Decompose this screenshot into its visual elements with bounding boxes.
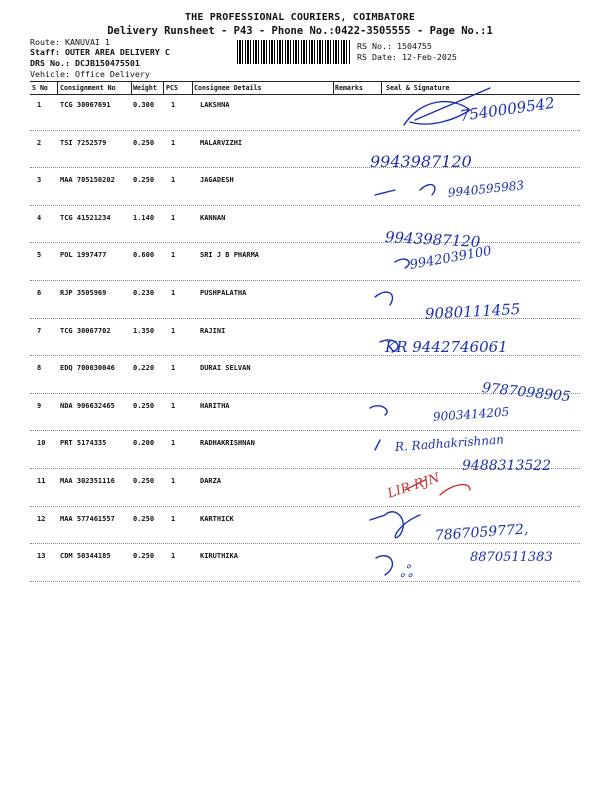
signature-text: R. Radhakrishnan <box>394 432 505 454</box>
row-weight: 0.250 <box>133 552 155 561</box>
col-seal: Seal & Signature <box>386 84 450 92</box>
row-sno: 9 <box>37 401 42 410</box>
col-pcs: PCS <box>166 84 178 92</box>
runsheet-title: Delivery Runsheet - P43 - Phone No.:0422-3505555 - Page No.:1 <box>107 25 493 37</box>
row-sno: 7 <box>37 326 42 335</box>
row-weight: 0.230 <box>133 289 155 297</box>
signature-text: 9943987120 <box>370 152 472 171</box>
row-pcs: 1 <box>171 401 176 410</box>
row-sno: 4 <box>37 213 42 222</box>
signature-text: 9003414205 <box>432 404 510 424</box>
row-weight: 0.250 <box>133 138 155 147</box>
row-consignee: KIRUTHIKA <box>200 552 238 561</box>
row-consignee: LAKSHNA <box>200 101 230 109</box>
row-consignment: POL 1997477 <box>60 251 107 260</box>
row-pcs: 1 <box>171 514 176 523</box>
row-weight: 0.250 <box>133 514 155 523</box>
row-pcs: 1 <box>171 477 176 485</box>
row-sno: 13 <box>37 552 46 561</box>
signature-text: 9943987120 <box>384 228 481 251</box>
row-pcs: 1 <box>171 138 176 147</box>
row-sno: 2 <box>37 138 42 147</box>
row-pcs: 1 <box>171 326 176 335</box>
row-weight: 0.220 <box>133 364 155 373</box>
signature-text: KR 9442746061 <box>385 338 508 356</box>
row-consignment: TCG 30067702 <box>60 326 111 335</box>
row-pcs: 1 <box>171 101 176 109</box>
row-consignment: CDM 50344185 <box>60 552 111 561</box>
row-consignment: TCG 30067691 <box>60 101 111 109</box>
row-pcs: 1 <box>171 176 176 185</box>
row-sno: 3 <box>37 176 42 185</box>
row-sno: 11 <box>37 477 46 485</box>
signature-text: 7540009542 <box>458 93 556 125</box>
row-consignment: MAA 302351116 <box>60 477 115 485</box>
drs-number: DRS No.: DCJB150475501 <box>30 58 140 68</box>
signature-text: 8870511383 <box>470 550 553 565</box>
row-weight: 0.300 <box>133 101 155 109</box>
row-pcs: 1 <box>171 251 176 260</box>
signature-text: 9940595983 <box>447 178 525 200</box>
col-sno: S No <box>32 84 48 92</box>
row-consignee: SRI J B PHARMA <box>200 251 260 260</box>
row-consignment: TSI 7252579 <box>60 138 107 147</box>
rs-number: RS No.: 1504755 <box>357 41 432 51</box>
row-weight: 1.350 <box>133 326 155 335</box>
row-consignment: MAA 577461557 <box>60 514 115 523</box>
row-pcs: 1 <box>171 289 176 297</box>
row-consignee: JAGADESH <box>200 176 234 185</box>
rs-date: RS Date: 12-Feb-2025 <box>357 52 457 62</box>
row-consignee: RADHAKRISHNAN <box>200 439 255 448</box>
row-consignee: DURAI SELVAN <box>200 364 251 373</box>
row-pcs: 1 <box>171 552 176 561</box>
col-remarks: Remarks <box>335 84 363 92</box>
row-consignee: DARZA <box>200 477 222 485</box>
row-sno: 10 <box>37 439 46 448</box>
signature-scribble: ஃ <box>400 562 413 581</box>
row-consignee: PUSHPALATHA <box>200 289 247 297</box>
row-weight: 0.250 <box>133 477 155 485</box>
signature-text: 7867059772, <box>434 521 529 544</box>
signature-text: 9488313522 <box>462 458 552 474</box>
route-label: Route: KANUVAI 1 <box>30 37 110 47</box>
signature-text: LIR RJN <box>385 470 442 502</box>
signature-text: 9787098905 <box>481 380 572 406</box>
row-weight: 1.140 <box>133 213 155 222</box>
col-consignment: Consignment No <box>60 84 116 92</box>
row-weight: 0.600 <box>133 251 155 260</box>
row-weight: 0.250 <box>133 401 155 410</box>
row-consignee: KARTHICK <box>200 514 234 523</box>
row-consignment: TCG 41521234 <box>60 213 111 222</box>
row-consignee: HARITHA <box>200 401 230 410</box>
row-weight: 0.250 <box>133 176 155 185</box>
row-sno: 8 <box>37 364 42 373</box>
signature-text: 9080111455 <box>424 300 521 323</box>
row-sno: 12 <box>37 514 46 523</box>
row-weight: 0.200 <box>133 439 155 448</box>
row-pcs: 1 <box>171 213 176 222</box>
row-consignment: EDQ 700030046 <box>60 364 115 373</box>
row-sno: 5 <box>37 251 42 260</box>
col-weight: Weight <box>133 84 157 92</box>
company-title: THE PROFESSIONAL COURIERS, COIMBATORE <box>184 12 416 23</box>
row-pcs: 1 <box>171 439 176 448</box>
row-consignee: KANNAN <box>200 213 226 222</box>
col-consignee: Consignee Details <box>194 84 262 92</box>
vehicle-label: Vehicle: Office Delivery <box>30 69 150 79</box>
signature-text: 9942039100 <box>408 243 493 273</box>
row-consignment: RJP 3505969 <box>60 289 107 297</box>
row-consignment: MAA 705150202 <box>60 176 115 185</box>
row-consignee: MALARVIZHI <box>200 138 243 147</box>
row-pcs: 1 <box>171 364 176 373</box>
row-consignment: PRT 5174335 <box>60 439 107 448</box>
row-sno: 6 <box>37 289 42 297</box>
row-sno: 1 <box>37 101 42 109</box>
row-consignment: NDA 906632465 <box>60 401 115 410</box>
staff-label: Staff: OUTER AREA DELIVERY C <box>30 47 170 57</box>
row-consignee: RAJINI <box>200 326 226 335</box>
